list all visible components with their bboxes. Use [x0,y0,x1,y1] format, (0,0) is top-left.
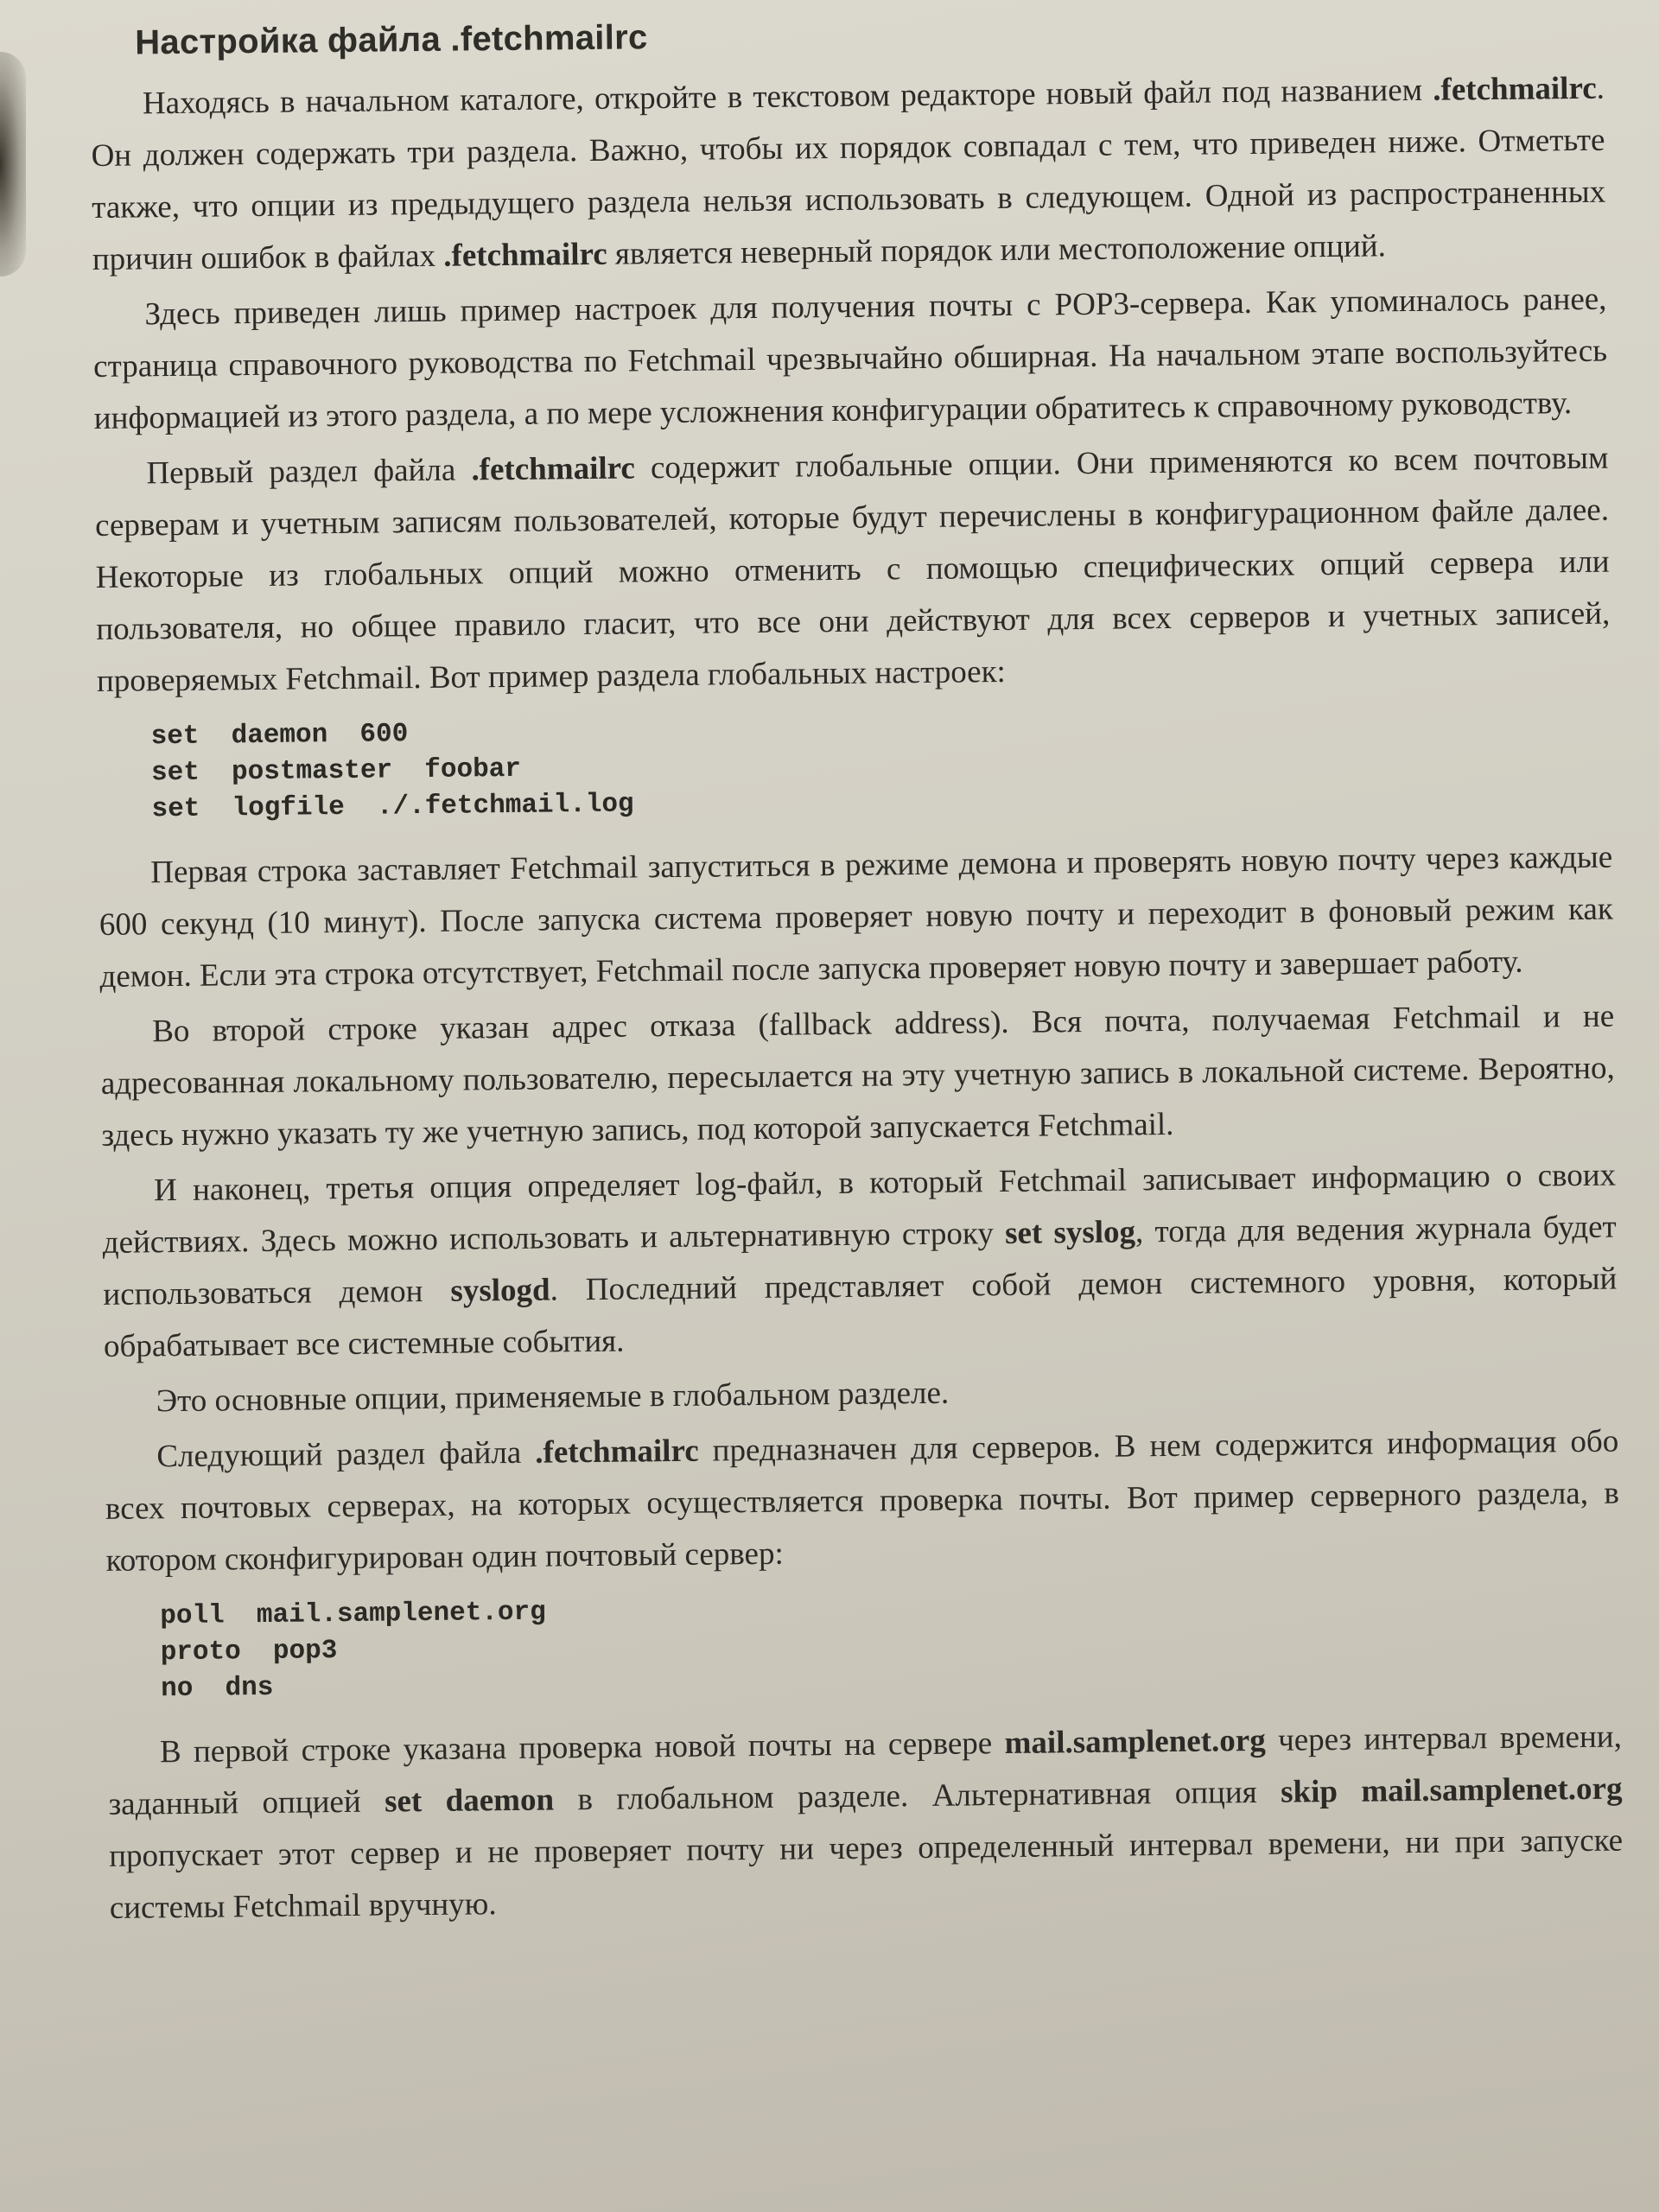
paragraph-3: Первый раздел файла .fetchmailrc содержит глобальные опции. Они применяются ко всем почтовым серверам и учетным записям пользователей, которые будут перечислены в конфигурационном файле далее. Некоторые из глобальных опций можно отменить с помощью специфических опций сервера или пользователя, но общее правило гласит, что все они действуют для всех серверов и учетных записей, проверяемых Fetchmail. Вот пример раздела глобальных настроек: [94,440,1611,699]
inline-code: syslogd [450,1272,550,1309]
filename-fetchmailrc: .fetchmailrc [443,236,607,274]
paragraph-4: Первая строка заставляет Fetchmail запуститься в режиме демона и проверять новую почту через каждые 600 секунд (10 минут). После запуска система проверяет новую почту и переходит в фоновый режим как демон. Если эта строка отсутствует, Fetchmail после запуска проверяет новую почту и завершает работу. [99,839,1614,995]
code-line: set daemon 600 [150,719,409,753]
inline-code: set daemon [384,1782,555,1820]
page-content [90,9,1624,1938]
paragraph-9: В первой строке указана проверка новой почты на сервере mail.samplenet.org через интервал времени, заданный опцией set daemon в глобальном разделе. Альтернативная опция skip mail.samplenet.org пропускает этот сервер и не проверяет почту ни через определенный интервал времени, ни при запуске системы Fetchmail вручную. [108,1719,1624,1926]
inline-code: skip mail.samplenet.org [1280,1770,1623,1810]
code-line: proto pop3 [160,1636,338,1669]
paragraph-8: Следующий раздел файла .fetchmailrc предназначен для серверов. В нем содержится информация обо всех почтовых серверах, на которых осуществляется проверка почты. Вот пример серверного раздела, в котором сконфигурирован один почтовый сервер: [105,1423,1620,1579]
paragraph-6: И наконец, третья опция определяет log-файл, в который Fetchmail записывает информацию о своих действиях. Здесь можно использовать и альтернативную строку set syslog, тогда для ведения журнала будет использоваться демон syslogd. Последний представляет собой демон системного уровня, который обрабатывает все системные события. [102,1157,1618,1364]
paragraph-5: Во второй строке указан адрес отказа (fallback address). Вся почта, получаемая Fetchmail и не адресованная локальному пользователю, пересылается на эту учетную запись в локальной системе. Вероятно, здесь нужно указать ту же учетную запись, под которой запускается Fetchmail. [100,998,1615,1154]
code-line: set postmaster foobar [150,753,522,789]
filename-fetchmailrc: .fetchmailrc [535,1433,699,1471]
inline-code: mail.samplenet.org [1004,1722,1266,1762]
code-line: poll mail.samplenet.org [160,1597,546,1632]
filename-fetchmailrc: .fetchmailrc [1433,70,1597,108]
paragraph-1: Находясь в начальном каталоге, откройте в текстовом редакторе новый файл под названием .fetchmailrc. Он должен содержать три раздела. Важно, чтобы их порядок совпадал с тем, что приведен ниже. Отметьте также, что опции из предыдущего раздела нельзя использовать в следующем. Одной из распространенных причин ошибок в файлах .fetchmailrc является неверный порядок или местоположение опций. [91,70,1606,277]
code-block-global [150,704,1611,829]
page-binding-shadow [0,52,26,276]
code-line: set logfile ./.fetchmail.log [151,789,634,825]
inline-code: set syslog [1004,1214,1136,1251]
paragraph-7: Это основные опции, применяемые в глобальном разделе. [156,1375,950,1420]
code-block-server [160,1584,1621,1708]
filename-fetchmailrc: .fetchmailrc [471,450,636,488]
section-heading: Настройка файла .fetchmailrc [134,18,648,62]
paragraph-2: Здесь приведен лишь пример настроек для получения почты с POP3-сервера. Как упоминалось ранее, страница справочного руководства по Fetchmail чрезвычайно обширная. На начальном этапе воспользуйтесь информацией из этого раздела, а по мере усложнения конфигурации обратитесь к справочному руководству. [92,281,1608,436]
code-line: no dns [160,1672,274,1705]
